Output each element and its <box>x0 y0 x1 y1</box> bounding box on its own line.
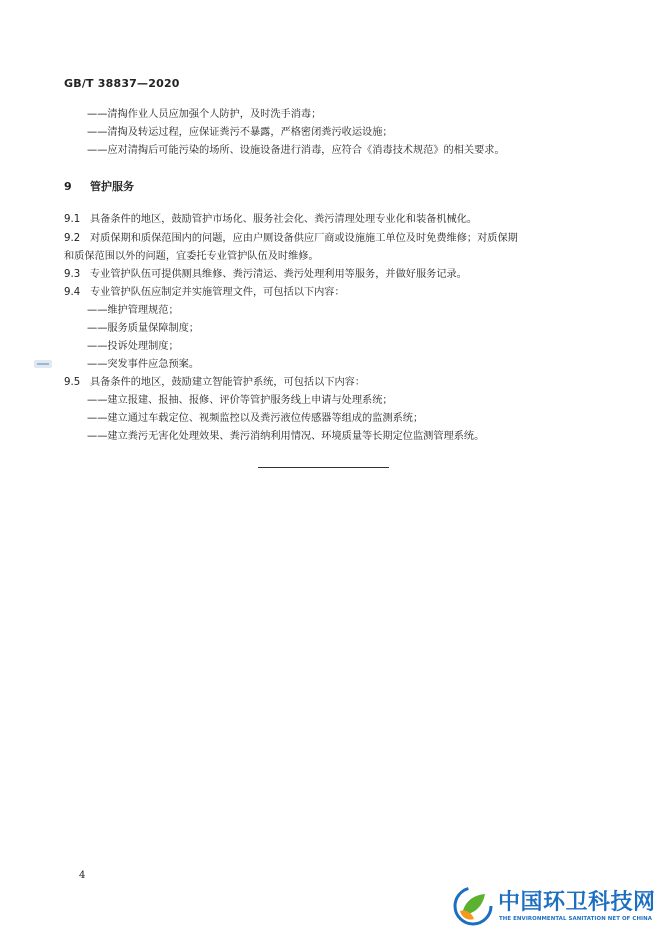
section-number: 9 <box>64 180 72 193</box>
section-heading <box>64 180 134 194</box>
clause-text: 具备条件的地区，鼓励建立智能管护系统，可包括以下内容： <box>90 377 366 388</box>
list-item: ——突发事件应急预案。 <box>87 359 200 370</box>
end-divider <box>258 467 389 468</box>
list-item: ——应对清掏后可能污染的场所、设施设备进行消毒，应符合《消毒技术规范》的相关要求。 <box>87 145 505 156</box>
list-item: ——建立报建、报抽、报修、评价等管护服务线上申请与处理系统； <box>87 395 393 406</box>
list-item: ——清掏及转运过程，应保证粪污不暴露，严格密闭粪污收运设施； <box>87 127 393 138</box>
list-item: ——建立粪污无害化处理效果、粪污消纳利用情况、环境质量等长期定位监测管理系统。 <box>87 431 485 442</box>
clause-9-5 <box>64 376 365 390</box>
watermark-subtitle: THE ENVIRONMENTAL SANITATION NET OF CHINA <box>499 916 653 922</box>
clause-number: 9.3 <box>64 269 81 280</box>
clause-9-4 <box>64 286 345 300</box>
clause-text: 专业管护队伍可提供厕具维修、粪污清运、粪污处理利用等服务，并做好服务记录。 <box>90 269 467 280</box>
list-item: ——清掏作业人员应加强个人防护，及时洗手消毒； <box>87 109 322 120</box>
page-number: 4 <box>79 870 86 881</box>
clause-number: 9.5 <box>64 377 81 388</box>
clause-9-1 <box>64 213 477 227</box>
section-title: 管护服务 <box>90 180 134 193</box>
standard-code: GB/T 38837—2020 <box>64 77 180 90</box>
clause-9-2 <box>64 232 518 246</box>
list-item: ——投诉处理制度； <box>87 341 179 352</box>
clause-continuation: 和质保范围以外的问题，宜委托专业管护队伍及时维修。 <box>64 251 319 262</box>
clause-text: 对质保期和质保范围内的问题，应由户厕设备供应厂商或设施施工单位及时免费维修；对质保期 <box>90 233 518 244</box>
watermark-title: 中国环卫科技网 <box>498 890 656 915</box>
list-item: ——服务质量保障制度； <box>87 323 200 334</box>
leaf-logo-icon <box>452 885 494 927</box>
clause-number: 9.4 <box>64 287 81 298</box>
clause-9-3 <box>64 268 467 282</box>
side-tab-marker <box>34 360 52 368</box>
clause-number: 9.1 <box>64 214 81 225</box>
clause-text: 具备条件的地区，鼓励管护市场化、服务社会化、粪污清理处理专业化和装备机械化。 <box>90 214 478 225</box>
clause-number: 9.2 <box>64 233 81 244</box>
list-item: ——建立通过车载定位、视频监控以及粪污液位传感器等组成的监测系统； <box>87 413 424 424</box>
list-item: ——维护管理规范； <box>87 305 179 316</box>
clause-text: 专业管护队伍应制定并实施管理文件，可包括以下内容： <box>90 287 345 298</box>
watermark <box>452 883 657 931</box>
